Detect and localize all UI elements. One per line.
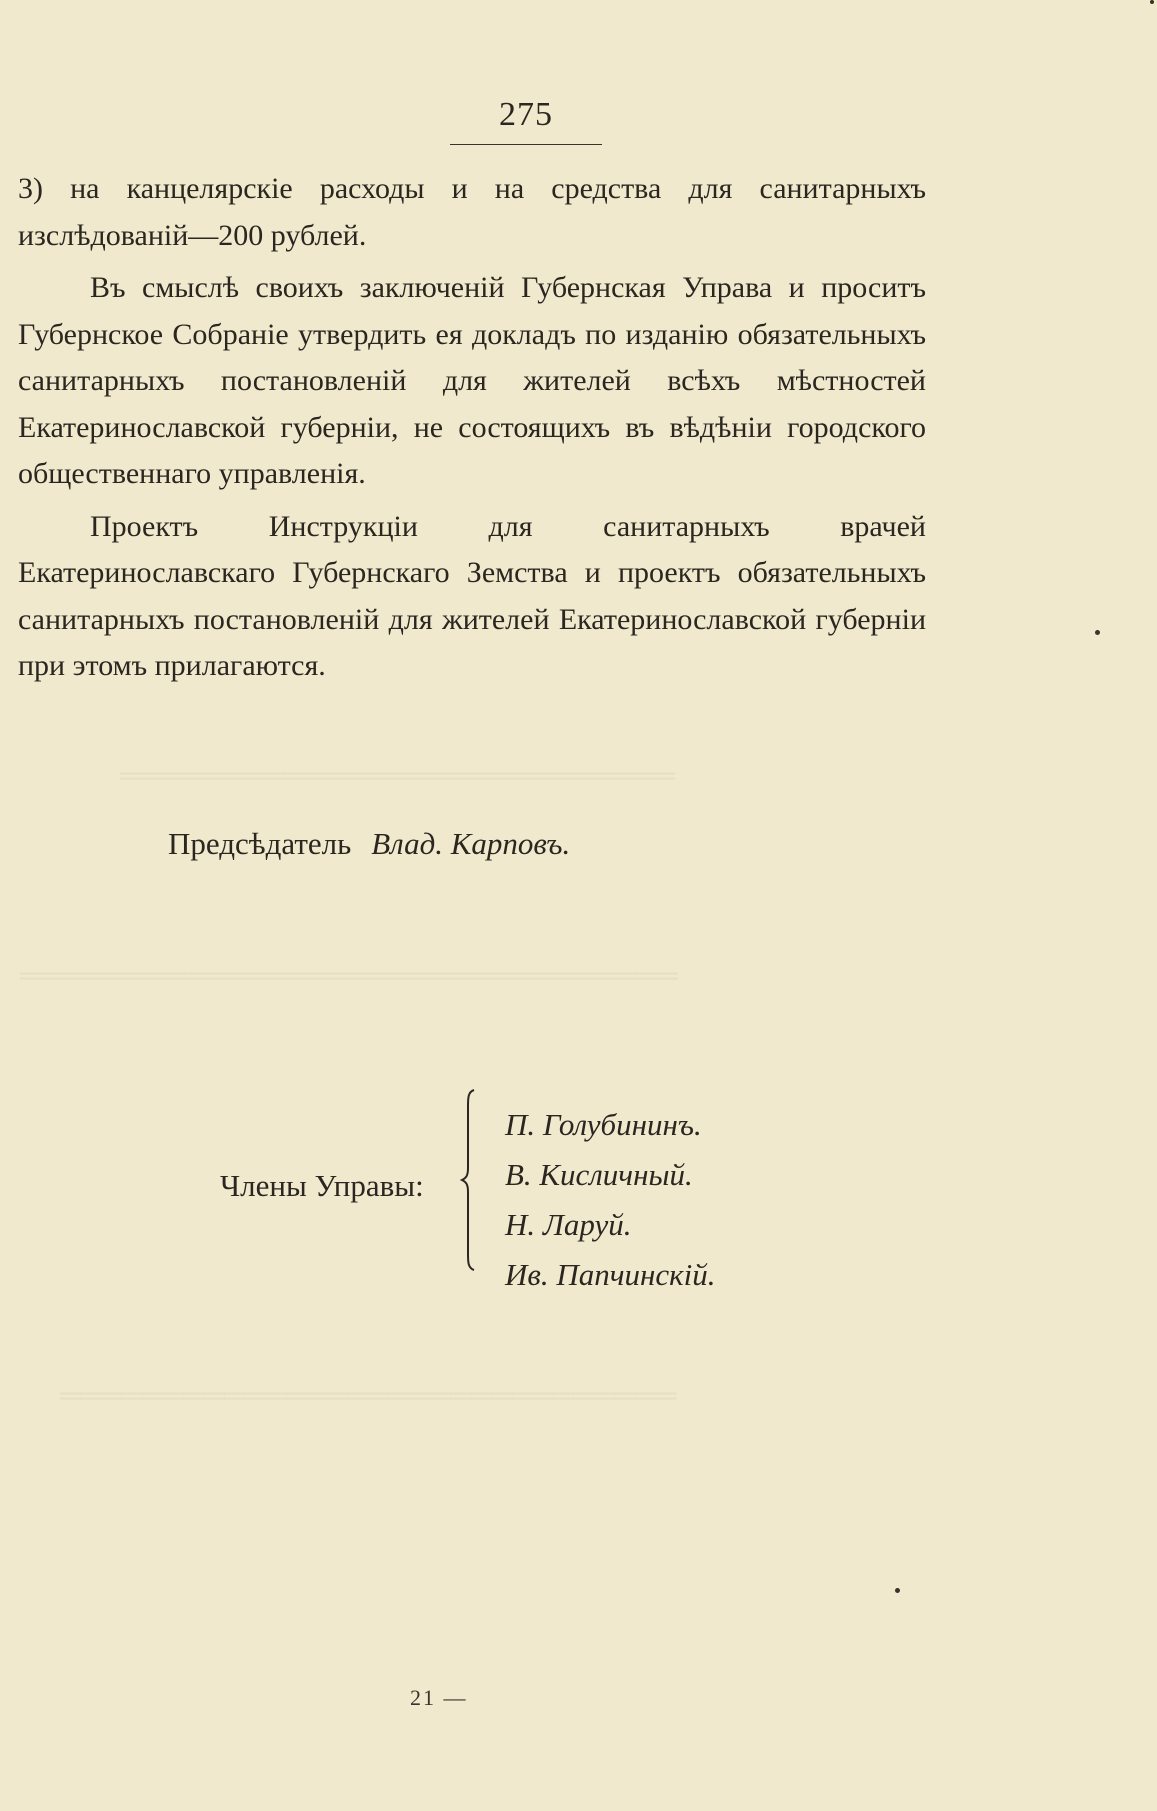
bleed-through-text: ═══════════════════════════ xyxy=(120,760,675,792)
ink-speck xyxy=(1150,0,1154,4)
body-text xyxy=(18,166,926,690)
chairman-signature xyxy=(168,826,570,862)
ink-speck xyxy=(895,1588,900,1593)
members-list xyxy=(505,1100,716,1300)
member-name: В. Кисличный. xyxy=(505,1157,693,1192)
bleed-through-text: ══════════════════════════════ xyxy=(60,1380,677,1412)
member-name: П. Голубининъ. xyxy=(505,1107,702,1142)
member-name: Ив. Папчинскій. xyxy=(505,1257,716,1292)
signature-mark: 21 — xyxy=(410,1685,468,1710)
paragraph-attachments: Проектъ Инструкціи для санитарныхъ врачей Екатеринославскаго Губернскаго Земства и проектъ обязательныхъ санитарныхъ постановленій для жителей Екатеринославской губерніи при этомъ прилагаются. xyxy=(18,509,926,682)
chairman-name: Влад. Карповъ. xyxy=(371,826,571,861)
page-number-rule xyxy=(450,144,602,145)
page-number: 275 xyxy=(499,96,553,133)
paragraph-expenses: 3) на канцелярскіе расходы и на средства для санитарныхъ изслѣдованій—200 рублей. xyxy=(18,172,926,252)
members-label: Члены Управы: xyxy=(220,1168,424,1203)
ink-speck xyxy=(1095,630,1100,635)
bleed-through-text: ════════════════════════════════ xyxy=(20,960,678,992)
chairman-label: Предсѣдатель xyxy=(168,826,352,861)
member-name: Н. Ларуй. xyxy=(505,1207,632,1242)
paragraph-conclusion: Въ смыслѣ своихъ заключеній Губернская Управа и проситъ Губернское Собраніе утвердить ея докладъ по изданію обязательныхъ санитарныхъ постановленій для жителей всѣхъ мѣстностей Екатеринославской губерніи, не состоящихъ въ вѣдѣніи городского общественнаго управленія. xyxy=(18,271,926,490)
members-brace xyxy=(460,1088,480,1272)
